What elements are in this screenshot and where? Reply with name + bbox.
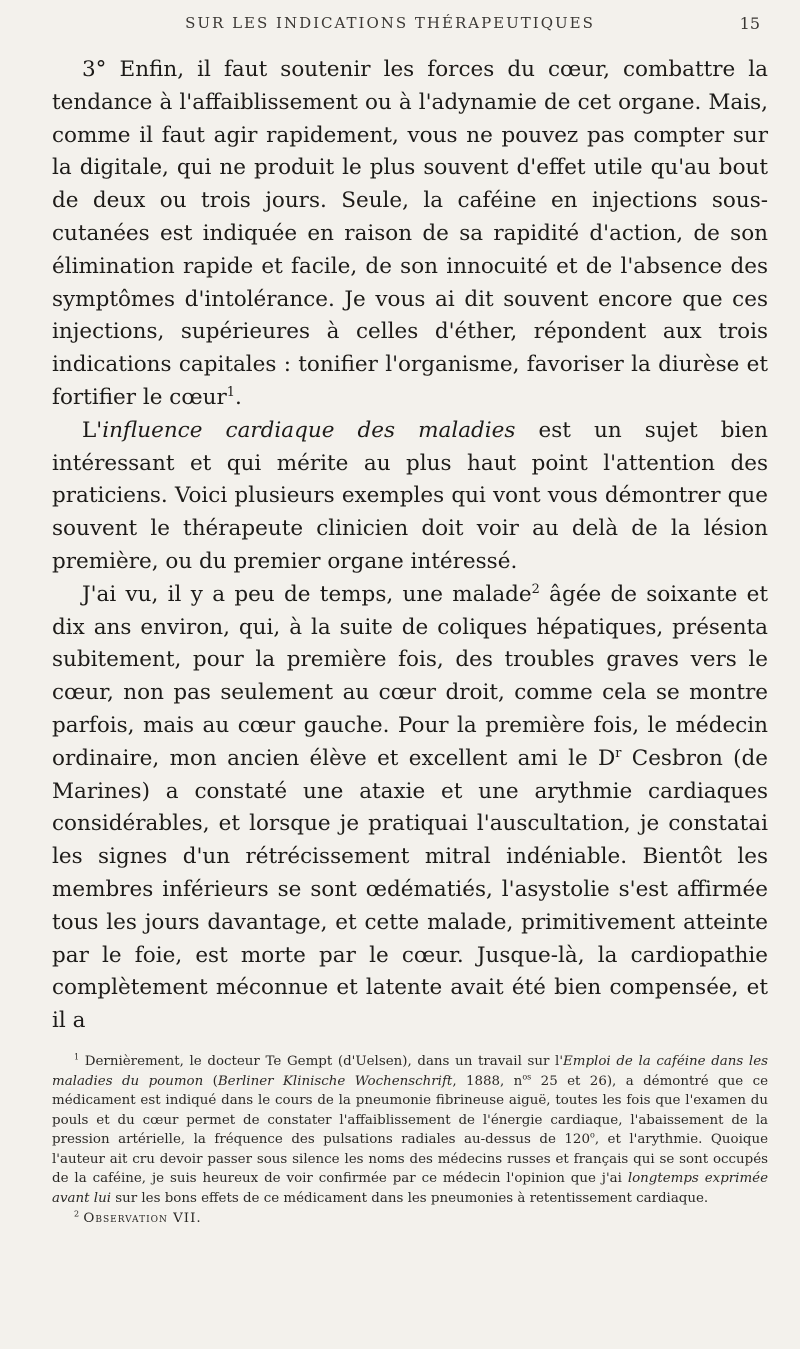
footnotes — [52, 1052, 768, 1228]
footnote-2-text: Observation VII. — [83, 1210, 202, 1226]
footnote-2-mark: 2 — [74, 1209, 80, 1219]
paragraph-2 — [52, 415, 768, 579]
footnote-1-italic-2: Berliner Klinische Wochenschrift — [217, 1073, 453, 1089]
footnote-1 — [52, 1052, 768, 1209]
paragraph-1 — [52, 54, 768, 415]
paragraph-1-text: 3° Enfin, il faut soutenir les forces du cœur, combattre la tendance à l'affaiblissement ou à l'adynamie de cet organe. Mais, comme il faut agir rapidement, vous ne pouvez pas compter sur la digitale, qui ne produit le plus souvent d'effet utile qu'au bout de deux ou trois jours. Seule, la caféine en injections sous-cutanées est indiquée en raison de sa rapidité d'action, de son élimination rapide et facile, de son innocuité et de l'absence des symptômes d'intolérance. Je vous ai dit souvent encore que ces injections, supérieures à celles d'éther, répondent aux trois indications capitales : tonifier l'organisme, favoriser la diurèse et fortifier le cœur — [52, 57, 768, 410]
doctor-superscript: r — [615, 745, 622, 761]
paragraph-3-mid: âgée de soixante et dix ans environ, qui, à la suite de coliques hépatiques, présenta subitement, pour la première fois, des troubles graves vers le cœur, non pas seulement au cœur droit, comme cela se montre parfois, mais au cœur gauche. Pour la première fois, le médecin ordinaire, mon ancien élève et excellent ami le D — [52, 581, 768, 771]
footnote-1-italic-3: longtemps exprimée avant lui — [52, 1171, 768, 1207]
paragraph-2-prefix: L' — [82, 417, 103, 443]
footnote-1-mark: 1 — [74, 1052, 80, 1062]
paragraph-2-italic: influence cardiaque des maladies — [102, 417, 516, 443]
footnote-1-d: 25 et 26), a démontré que ce médicament est indiqué dans le cours de la pneumonie fibrineuse aiguë, toutes les fois que l'examen du pouls et du cœur permet de constater l'affaiblissement de l'énergie cardiaque, l'abaissement de la pression artérielle, la fréquence des pulsations radiales au-dessus de 120 — [52, 1073, 768, 1148]
paragraph-1-end: . — [234, 384, 242, 410]
paragraph-2-rest: est un sujet bien intéressant et qui mérite au plus haut point l'attention des praticiens. Voici plusieurs exemples qui vont vous démontrer que souvent le thérapeute clinicien doit voir au delà de la lésion première, ou du premier organe intéressé. — [52, 417, 768, 574]
footnote-ref-2: 2 — [531, 581, 540, 597]
footnote-1-italic-1: Emploi de la caféine dans les maladies du poumon — [52, 1053, 769, 1089]
page-number: 15 — [739, 14, 760, 33]
footnote-1-a: Dernièrement, le docteur Te Gempt (d'Uelsen), dans un travail sur l' — [79, 1053, 564, 1069]
footnote-1-f: sur les bons effets de ce médicament dans les pneumonies à retentissement cardiaque. — [110, 1191, 709, 1207]
running-header — [52, 14, 768, 54]
footnote-1-os: os — [522, 1072, 532, 1082]
footnote-1-degree: o — [589, 1130, 595, 1140]
paragraph-3-start: J'ai vu, il y a peu de temps, une malade — [82, 581, 532, 607]
paragraph-3 — [52, 579, 768, 1038]
footnote-ref-1: 1 — [226, 384, 235, 400]
footnote-1-e: , et l'arythmie. Quoique l'auteur ait cru devoir passer sous silence les noms des médecins russes et français qui se sont occupés de la caféine, je suis heureux de voir confirmée par ce médecin l'opinion que j'ai — [52, 1132, 769, 1187]
body-text — [52, 54, 768, 1038]
footnote-1-c: , 1888, n — [452, 1073, 523, 1089]
footnote-1-b: ( — [203, 1073, 218, 1089]
document-page — [52, 14, 768, 1228]
paragraph-3-end: Cesbron (de Marines) a constaté une ataxie et une arythmie cardiaques considérables, et lorsque je pratiquai l'auscultation, je constatai les signes d'un rétrécissement mitral indéniable. Bientôt les membres inférieurs se sont œdématiés, l'asystolie s'est affirmée tous les jours davantage, et cette malade, primitivement atteinte par le foie, est morte par le cœur. Jusque-là, la cardiopathie complètement méconnue et latente avait été bien compensée, et il a — [52, 745, 768, 1034]
footnote-2 — [52, 1209, 768, 1229]
running-title: SUR LES INDICATIONS THÉRAPEUTIQUES — [185, 14, 595, 32]
